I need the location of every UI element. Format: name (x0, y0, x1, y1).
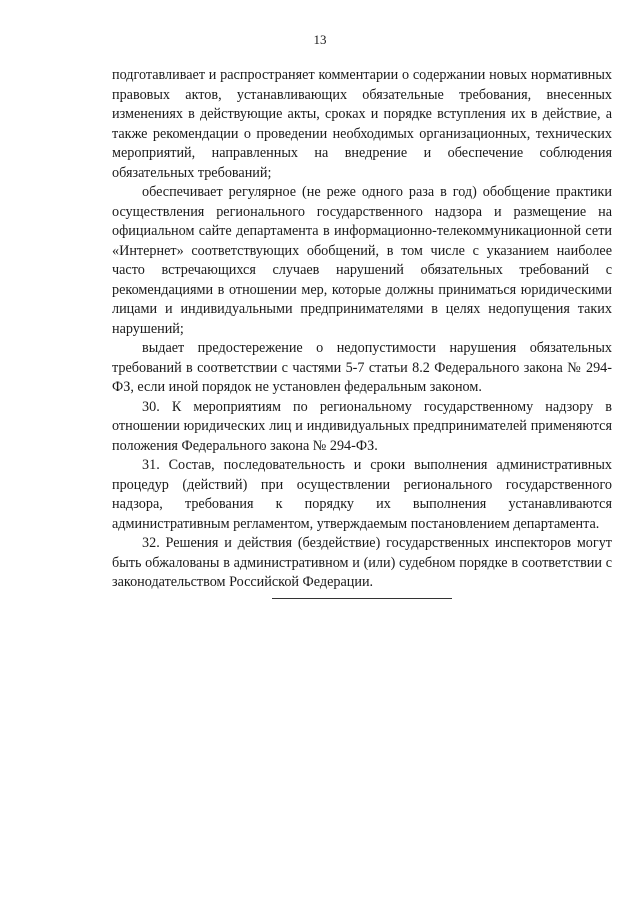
end-of-document-rule (272, 598, 452, 599)
paragraph-warning: выдает предостережение о недопустимости нарушения обязательных требований в соответствии с частями 5-7 статьи 8.2 Федерального закона № 294-ФЗ, если иной порядок не установлен федеральным законом. (112, 340, 612, 395)
paragraph-item-32: 32. Решения и действия (бездействие) государственных инспекторов могут быть обжалованы в административном и (или) судебном порядке в соответствии с законодательством Российской Федерации. (112, 535, 612, 590)
paragraph-item-30: 30. К мероприятиям по региональному государственному надзору в отношении юридических лиц и индивидуальных предпринимателей применяются положения Федерального закона № 294-ФЗ. (112, 398, 612, 454)
paragraph-item-31: 31. Состав, последовательность и сроки выполнения административных процедур (действий) при осуществлении регионального государственного надзора, требования к порядку их выполнения устанавливаются административным регламентом, утверждаемым постановлением департамента. (112, 457, 612, 532)
paragraph-practice-summary: обеспечивает регулярное (не реже одного раза в год) обобщение практики осуществления регионального государственного надзора и размещение на официальном сайте департамента в информационно-телекоммуникационной сети «Интернет» соответствующих обобщений, в том числе с указанием наиболее часто встречающихся случаев нарушений обязательных требований с рекомендациями в отношении мер, которые должны приниматься юридическими лицами и индивидуальными предпринимателями в целях недопущения таких нарушений; (112, 184, 612, 337)
document-body (112, 66, 612, 593)
paragraph-comments: подготавливает и распространяет комментарии о содержании новых нормативных правовых актов, устанавливающих обязательные требования, внесенных изменениях в действующие акты, сроках и порядке вступления их в действие, а также рекомендации о проведении необходимых организационных, технических мероприятий, направленных на внедрение и обеспечение соблюдения обязательных требований; (112, 67, 612, 181)
page-number: 13 (313, 32, 327, 47)
